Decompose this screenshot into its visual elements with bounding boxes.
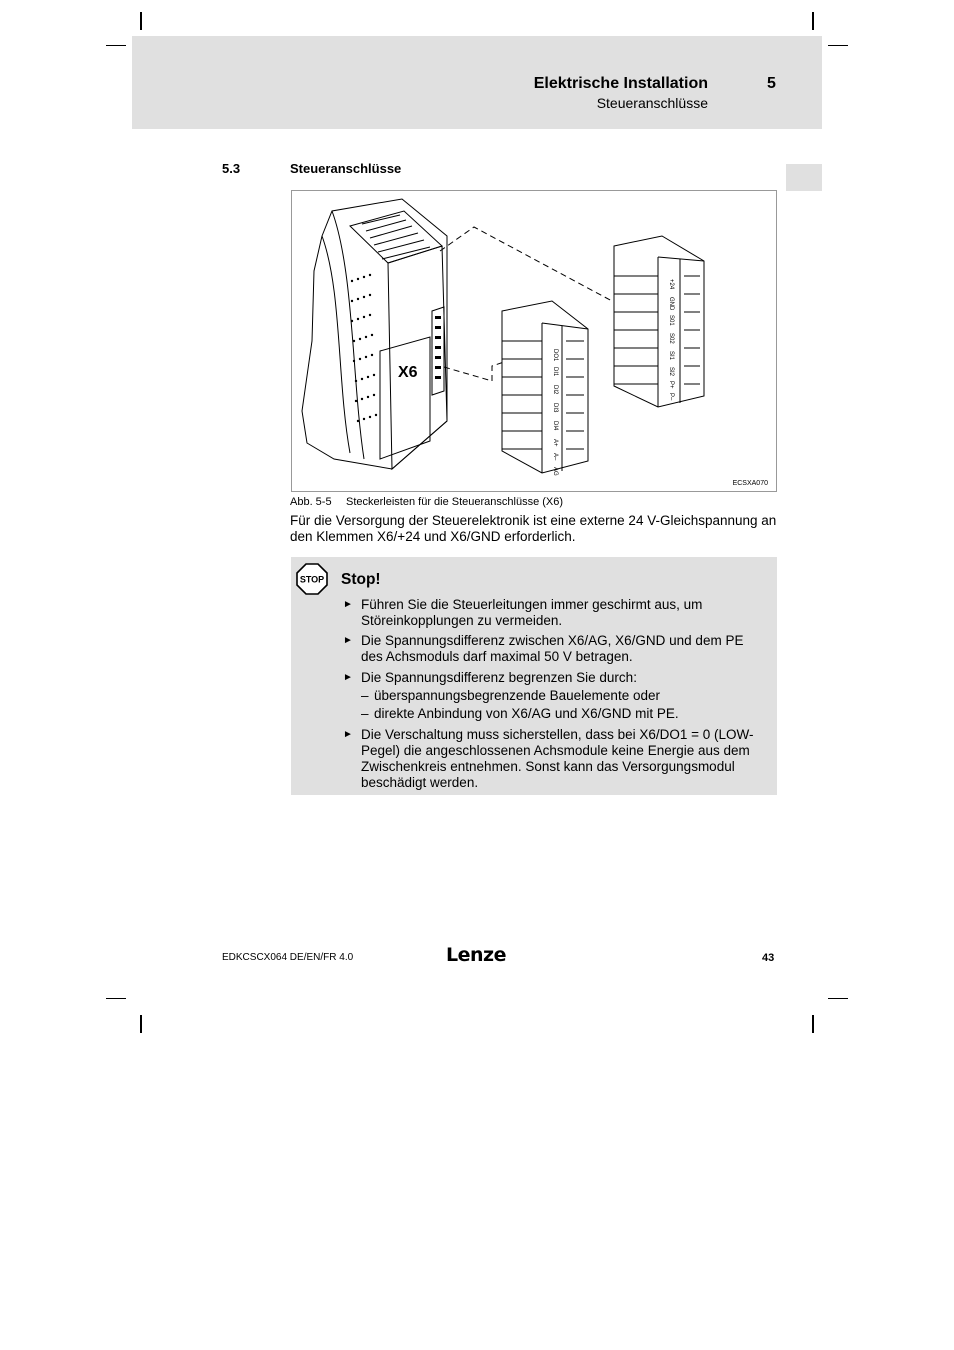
bullet-arrow-icon: ► [343,672,353,683]
pin-label-left: DI1 [552,367,558,377]
page-number: 43 [762,952,775,964]
crop-mark [106,998,126,999]
stop-item [343,727,768,791]
crop-mark [812,12,814,30]
figure-caption [290,496,563,508]
bullet-arrow-icon: ► [343,729,353,740]
crop-mark [140,12,142,30]
pin-label-left: A+ [552,439,558,447]
pin-label-left: DI2 [552,385,558,395]
pin-label-right: +24 [668,279,674,290]
chapter-title: Elektrische Installation [533,75,708,92]
caption-text: Steckerleisten für die Steueranschlüsse (X6) [346,496,564,508]
pin-label-right: P+ [668,381,674,389]
pin-label-right: P– [668,393,674,401]
header-band [132,36,822,129]
pin-label-left: DI3 [552,403,558,413]
pin-label-left: DO1 [552,349,558,362]
stop-item-text: Die Verschaltung muss sicherstellen, dass bei X6/DO1 = 0 (LOW-Pegel) die angeschlossenen Achsmodule keine Energie aus dem Zwischenkreis entnehmen. Sonst kann das Versorgungsmodul beschädigt werden. [361,727,754,790]
stop-sign-icon [296,563,328,595]
bullet-arrow-icon: ► [343,635,353,646]
intro-paragraph: Für die Versorgung der Steuerelektronik ist eine externe 24 V-Gleichspannung an den Klemmen X6/+24 und X6/GND erforderlich. [290,513,777,544]
pin-label-right: SI1 [668,351,674,361]
pin-label-right: S01 [668,315,674,326]
section-number: 5.3 [222,161,241,176]
footer-doc-id: EDKCSCX064 DE/EN/FR 4.0 [222,952,354,963]
stop-item [343,670,768,686]
dash-marker: – [361,706,369,721]
pin-label-left: AG [552,467,558,476]
crop-mark [828,998,848,999]
chapter-subtitle: Steueranschlüsse [596,95,708,111]
stop-sign-text: STOP [299,574,325,585]
lenze-logo: Lenze [446,944,506,966]
stop-subitem-text: überspannungsbegrenzende Bauelemente oder [374,688,660,703]
stop-item-text: Die Spannungsdifferenz begrenzen Sie durch: [361,670,637,685]
crop-mark [140,1015,142,1033]
crop-mark [106,45,126,46]
figure-code: ECSXA070 [732,480,768,487]
chapter-side-tab [786,164,822,191]
chapter-number: 5 [767,75,776,92]
pin-label-right: GND [668,297,674,311]
stop-title: Stop! [341,571,381,588]
bullet-arrow-icon: ► [343,599,353,610]
stop-item [343,597,768,629]
crop-mark [828,45,848,46]
figure-drawing [292,191,776,491]
pin-label-right: S02 [668,333,674,344]
stop-subitem [361,688,660,704]
stop-item-text: Führen Sie die Steuerleitungen immer geschirmt aus, um Störeinkopplungen zu vermeiden. [361,597,703,628]
crop-mark [812,1015,814,1033]
stop-item-text: Die Spannungsdifferenz zwischen X6/AG, X6/GND und dem PE des Achsmoduls darf maximal 50 V betragen. [361,633,744,664]
device-x6-label: X6 [398,364,418,381]
dash-marker: – [361,688,369,703]
stop-item [343,633,768,665]
pin-label-right: SI2 [668,367,674,377]
figure-connectors [291,190,777,492]
stop-subitem [361,706,679,722]
pin-label-left: DI4 [552,421,558,431]
pin-label-left: A– [552,453,558,461]
section-title: Steueranschlüsse [290,161,402,176]
stop-subitem-text: direkte Anbindung von X6/AG und X6/GND mit PE. [374,706,679,721]
caption-label: Abb. 5-5 [290,496,332,508]
